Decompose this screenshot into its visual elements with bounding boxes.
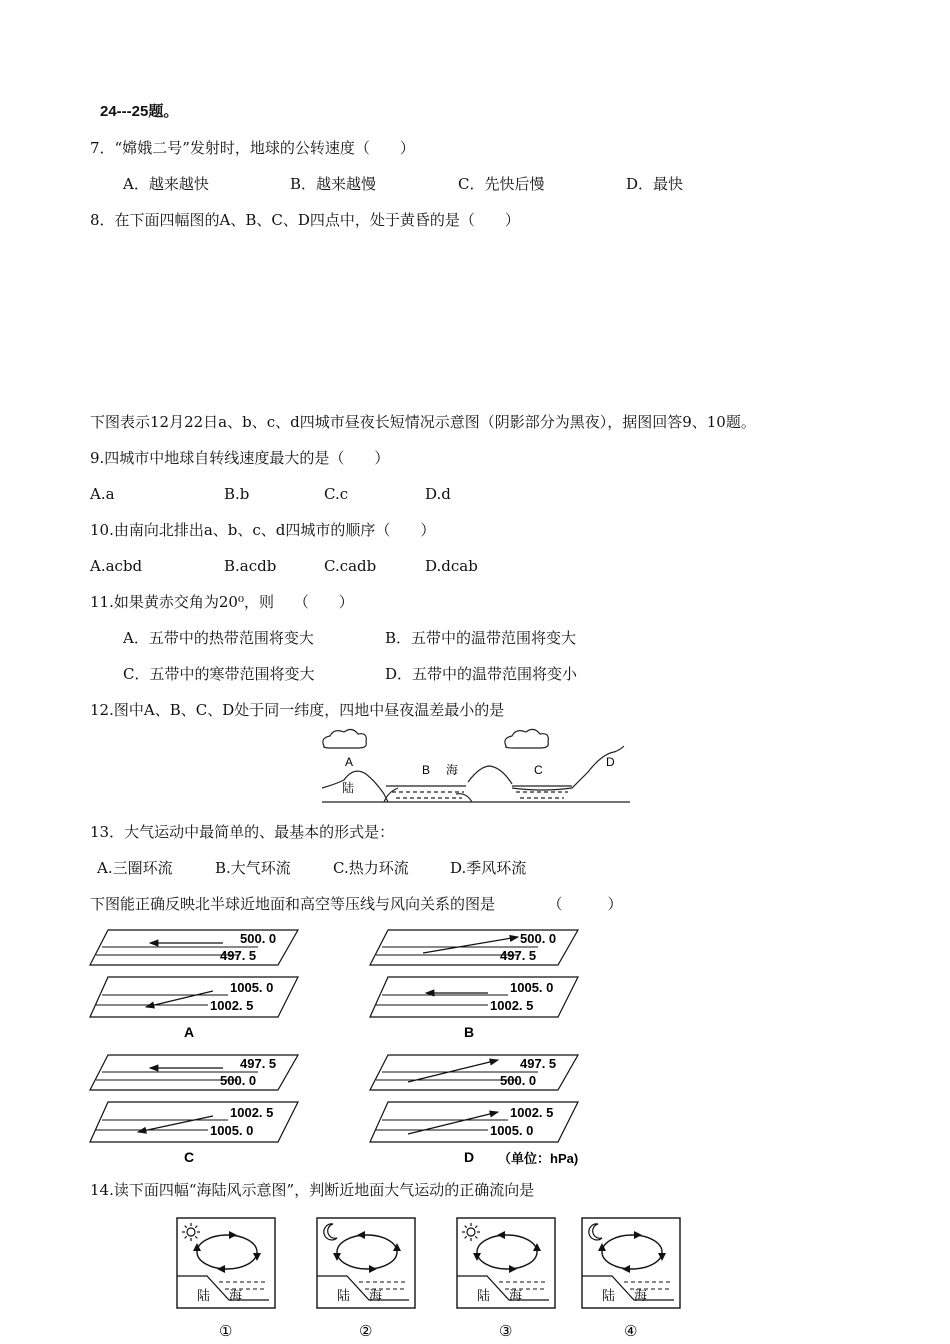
sea-label: 海 [634,1288,648,1303]
panel-number: ④ [624,1323,638,1340]
q11-option-c: C．五带中的寒带范围将变大 [123,665,315,683]
q13-option-b: B.大气环流 [215,859,291,877]
circulation-loop [602,1235,662,1269]
panel-frame [582,1218,680,1308]
land-sea-profile-figure [316,730,636,810]
q12-label-land: 陆 [342,781,355,795]
sea-breeze-panel-2 [317,1218,415,1340]
isobar-unit: （单位：hPa) [498,1151,579,1166]
sea-label: 海 [369,1288,383,1303]
isobar-stem: 下图能正确反映北半球近地面和高空等压线与风向关系的图是 （ ） [90,895,623,913]
q11-stem: 11.如果黄赤交角为20⁰，则 （ ） [90,593,354,611]
q12-label-d: D [606,755,615,769]
q10-option-c: C.cadb [324,557,377,575]
q8-stem: 8．在下面四幅图的A、B、C、D四点中，处于黄昏的是（ ） [90,211,520,229]
intro-9-10: 下图表示12月22日a、b、c、d四城市昼夜长短情况示意图（阴影部分为黑夜），据图回答9、10题。 [90,413,756,431]
cloud-icon [505,729,548,748]
isobar-value-lower-1: 1005. 0 [230,980,274,995]
cloud-icon [323,729,366,748]
isobar-value-upper-1: 497. 5 [240,1056,277,1071]
isobar-panel-label: A [184,1024,195,1040]
wind-arrow-upper [408,1060,498,1082]
isobar-panel-d [370,1055,578,1165]
q14-stem: 14.读下面四幅“海陆风示意图”，判断近地面大气运动的正确流向是 [90,1181,535,1199]
q11-option-a: A．五带中的热带范围将变大 [123,629,314,647]
q7-stem: 7．“嫦娥二号”发射时，地球的公转速度（ ） [90,139,415,157]
q10-stem: 10.由南向北排出a、b、c、d四城市的顺序（ ） [90,521,436,539]
sea-label: 海 [509,1288,523,1303]
land-label: 陆 [197,1288,211,1303]
sea-breeze-panel-4 [582,1218,680,1340]
land-label: 陆 [337,1288,351,1303]
isobar-value-lower-2: 1002. 5 [490,998,534,1013]
q9-stem: 9.四城市中地球自转线速度最大的是（ ） [90,449,390,467]
isobar-value-upper-2: 500. 0 [220,1073,257,1088]
isobar-value-lower-1: 1002. 5 [510,1105,554,1120]
q12-label-a: A [345,755,354,769]
q12-label-b: B [422,763,431,777]
isobar-value-upper-1: 500. 0 [520,931,557,946]
q10-option-a: A.acbd [90,557,143,575]
panel-number: ③ [499,1323,513,1340]
isobar-value-lower-1: 1002. 5 [230,1105,274,1120]
sun-icon [182,1223,200,1241]
q7-option-b: B．越来越慢 [290,175,377,193]
q11-option-b: B．五带中的温带范围将变大 [385,629,577,647]
q13-option-a: A.三圈环流 [97,859,173,877]
coastline [317,1276,409,1300]
q7-option-c: C．先快后慢 [458,175,545,193]
sea-breeze-panel-3 [457,1218,555,1340]
panel-frame [457,1218,555,1308]
isobar-panel-a [90,930,298,1040]
q9-option-d: D.d [425,485,451,503]
circulation-loop [197,1235,257,1269]
isobar-panel-label: C [184,1149,195,1165]
coastline [177,1276,269,1300]
sea-land-breeze-figure [175,1212,695,1342]
circulation-loop [337,1235,397,1269]
circulation-loop [477,1235,537,1269]
panel-number: ① [219,1323,233,1340]
q10-option-d: D.dcab [425,557,478,575]
land-label: 陆 [602,1288,616,1303]
moon-icon [589,1224,602,1240]
sea-breeze-panel-1 [177,1218,275,1340]
panel-number: ② [359,1323,373,1340]
land-label: 陆 [477,1288,491,1303]
coastline [457,1276,549,1300]
q13-option-c: C.热力环流 [333,859,409,877]
q11-option-d: D．五带中的温带范围将变小 [385,665,578,683]
wind-arrow-lower [408,1112,498,1134]
moon-icon [324,1224,337,1240]
isobar-value-upper-2: 497. 5 [500,948,537,963]
isobar-panel-c [90,1055,298,1165]
isobar-value-upper-1: 497. 5 [520,1056,557,1071]
q7-option-a: A．越来越快 [123,175,209,193]
coastline [582,1276,674,1300]
sun-icon [462,1223,480,1241]
isobar-value-lower-1: 1005. 0 [510,980,554,995]
q13-option-d: D.季风环流 [450,859,527,877]
q12-label-sea: 海 [446,763,459,777]
isobar-value-upper-2: 500. 0 [500,1073,537,1088]
q12-stem: 12.图中A、B、C、D处于同一纬度，四地中昼夜温差最小的是 [90,701,505,719]
isobar-panel-b [370,930,578,1040]
q10-option-b: B.acdb [224,557,277,575]
isobar-panel-label: B [464,1024,475,1040]
section-header: 24---25题。 [100,103,179,120]
q7-option-d: D．最快 [626,175,684,193]
q9-option-c: C.c [324,485,349,503]
panel-frame [317,1218,415,1308]
isobar-value-upper-1: 500. 0 [240,931,277,946]
q9-option-a: A.a [90,485,115,503]
isobar-figure [88,925,608,1170]
sea-label: 海 [229,1288,243,1303]
q9-option-b: B.b [224,485,250,503]
panel-frame [177,1218,275,1308]
isobar-value-lower-2: 1005. 0 [210,1123,254,1138]
isobar-value-lower-2: 1002. 5 [210,998,254,1013]
isobar-value-lower-2: 1005. 0 [490,1123,534,1138]
isobar-value-upper-2: 497. 5 [220,948,257,963]
q12-label-c: C [534,763,543,777]
q13-stem: 13．大气运动中最简单的、最基本的形式是： [90,823,395,841]
isobar-panel-label: D [464,1149,475,1165]
